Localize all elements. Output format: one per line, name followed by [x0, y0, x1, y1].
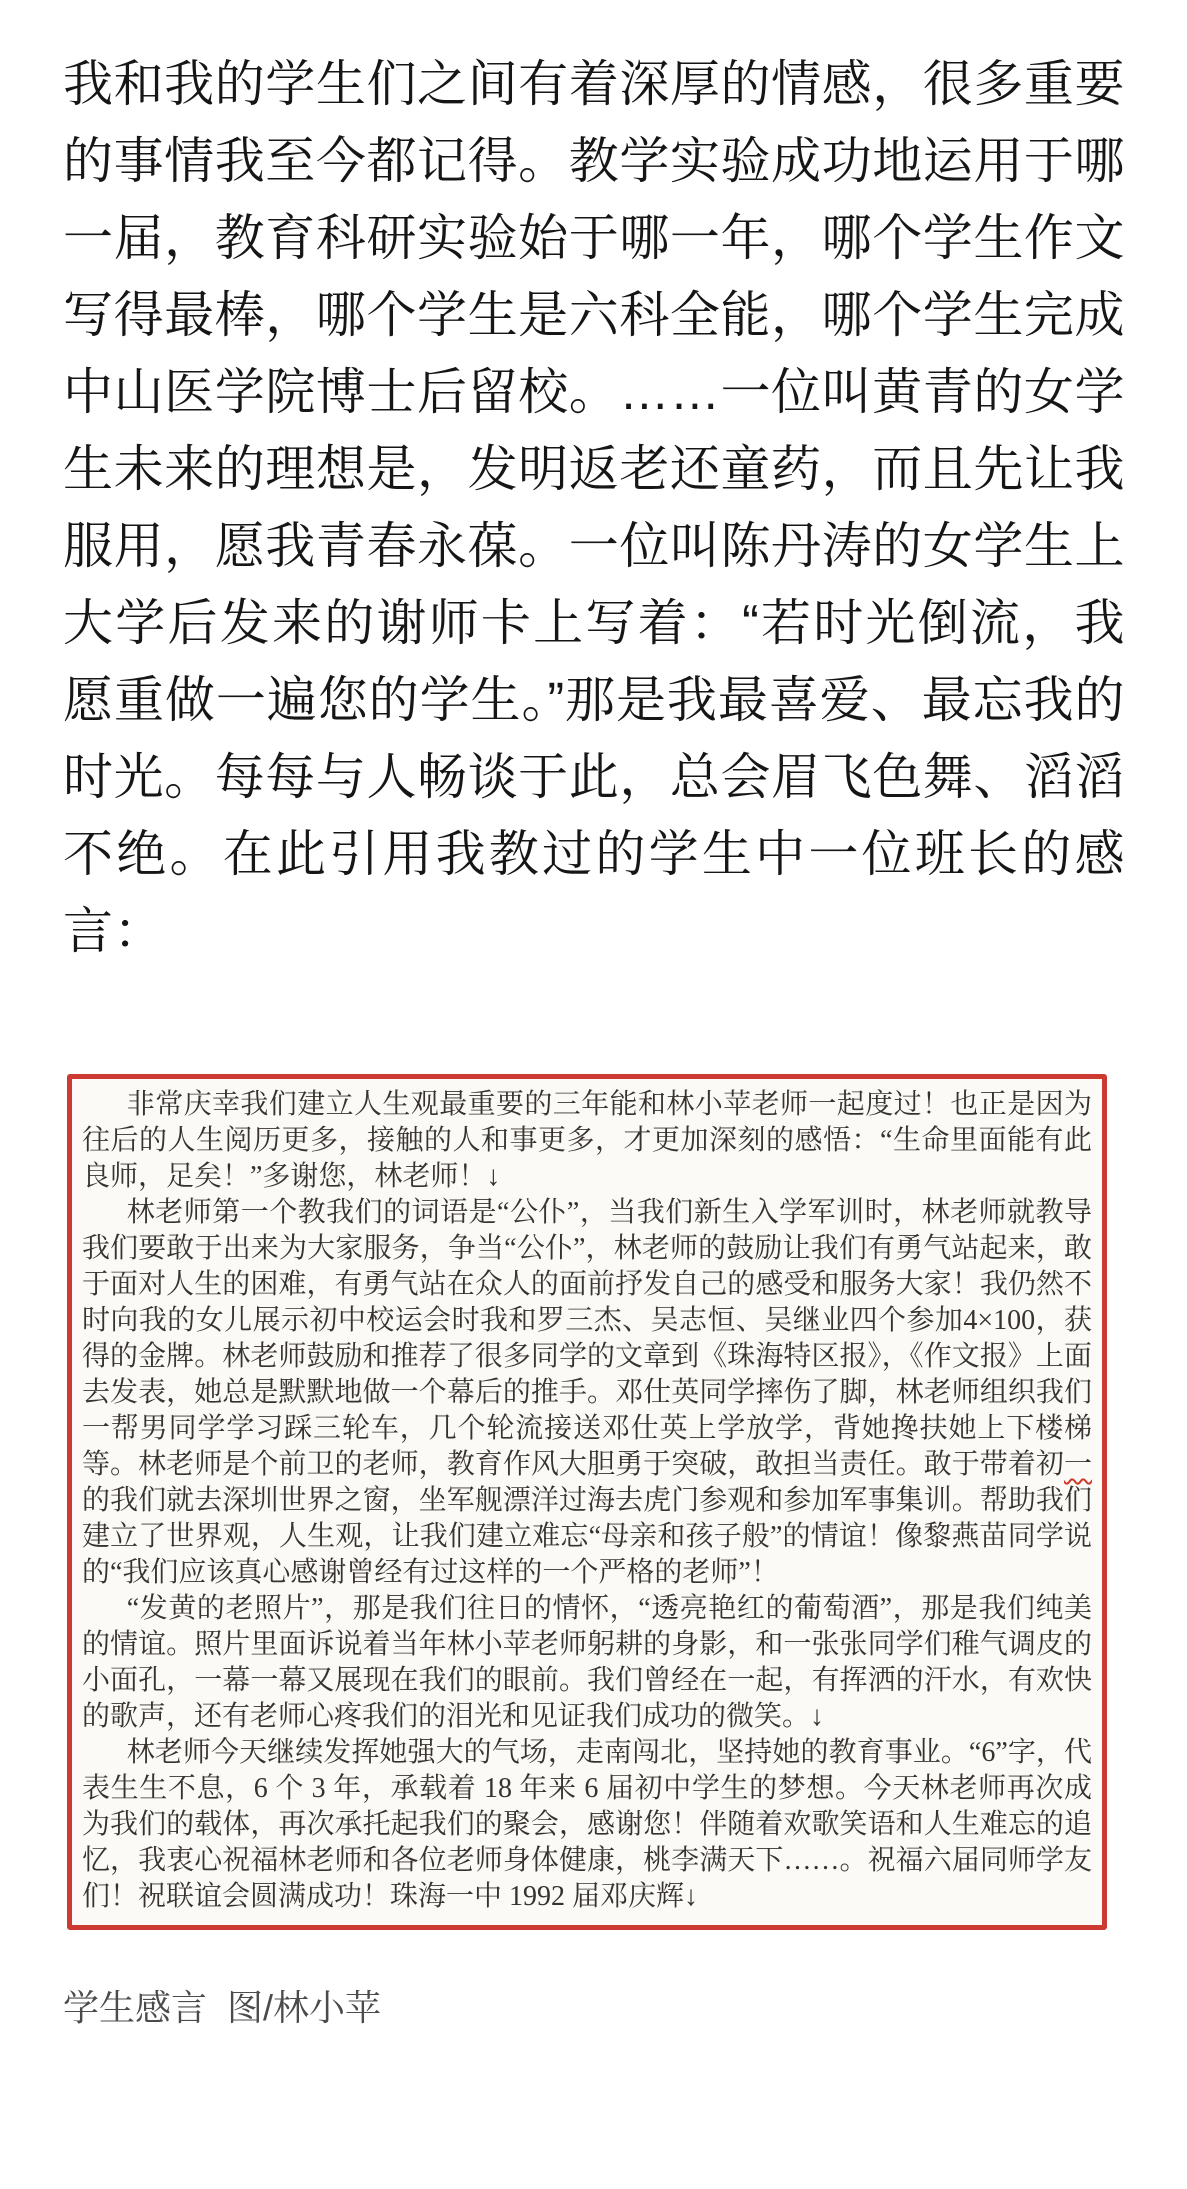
letter-paragraph-1: 非常庆幸我们建立人生观最重要的三年能和林小苹老师一起度过！也正是因为往后的人生阅历更多，接触的人和事更多，才更加深刻的感悟：“生命里面能有此良师，足矣！”多谢您，林老师！↓ — [82, 1089, 1092, 1192]
letter-paragraph-4: 林老师今天继续发挥她强大的气场，走南闯北，坚持她的教育事业。“6”字，代表生生不息，6 个 3 年，承载着 18 年来 6 届初中学生的梦想。今天林老师再次成为我们的载体，再次承托起我们的聚会，感谢您！伴随着欢歌笑语和人生难忘的追忆，我衷心祝福林老师和各位老师身体健康，桃李满天下……。祝福六届同师学友们！祝联谊会圆满成功！珠海一中 1992 届邓庆辉↓ — [82, 1737, 1092, 1912]
intro-paragraph: 我和我的学生们之间有着深厚的情感，很多重要的事情我至今都记得。教学实验成功地运用于哪一届，教育科研实验始于哪一年，哪个学生作文写得最棒，哪个学生是六科全能，哪个学生完成中山医学院博士后留校。……一位叫黄青的女学生未来的理想是，发明返老还童药，而且先让我服用，愿我青春永葆。一位叫陈丹涛的女学生上大学后发来的谢师卡上写着：“若时光倒流，我愿重做一遍您的学生。”那是我最喜爱、最忘我的时光。每每与人畅谈于此，总会眉飞色舞、滔滔不绝。在此引用我教过的学生中一位班长的感言： — [63, 56, 1125, 959]
student-letter-figure — [67, 1074, 1107, 1930]
letter-paragraph-2-text: 林老师第一个教我们的词语是“公仆”，当我们新生入学军训时，林老师就教导我们要敢于出来为大家服务，争当“公仆”，林老师的鼓励让我们有勇气站起来，敢于面对人生的困难，有勇气站在众人的面前抒发自己的感受和服务大家！我仍然不时向我的女儿展示初中校运会时我和罗三杰、吴志恒、吴继业四个参加4×100，获得的金牌。林老师鼓励和推荐了很多同学的文章到《珠海特区报》，《作文报》上面去发表，她总是默默地做一个幕后的推手。邓仕英同学摔伤了脚，林老师组织我们一帮男同学学习踩三轮车，几个轮流接送邓仕英上学放学，背她搀扶她上下楼梯等。林老师是个前卫的老师，教育作风大胆勇于突破，敢担当责任。敢于带着初 — [82, 1197, 1092, 1480]
photo-caption: 学生感言 图/林小苹 — [63, 1987, 382, 2028]
letter-paragraph-2-text-cont: 的我们就去深圳世界之窗，坐军舰漂洋过海去虎门参观和参加军事集训。帮助我们建立了世界观，人生观，让我们建立难忘“母亲和孩子般”的情谊！像黎燕苗同学说的“我们应该真心感谢曾经有过这样的一个严格的老师”！ — [82, 1485, 1092, 1588]
spellcheck-underlined-text: 一 — [1063, 1449, 1092, 1480]
letter-paragraph-3: “发黄的老照片”，那是我们往日的情怀，“透亮艳红的葡萄酒”，那是我们纯美的情谊。照片里面诉说着当年林小苹老师躬耕的身影，和一张张同学们稚气调皮的小面孔，一幕一幕又展现在我们的眼前。我们曾经在一起，有挥洒的汗水，有欢快的歌声，还有老师心疼我们的泪光和见证我们成功的微笑。↓ — [82, 1593, 1092, 1732]
letter-paragraph-2 — [82, 1195, 1092, 1591]
student-letter-box[interactable] — [67, 1074, 1107, 1930]
